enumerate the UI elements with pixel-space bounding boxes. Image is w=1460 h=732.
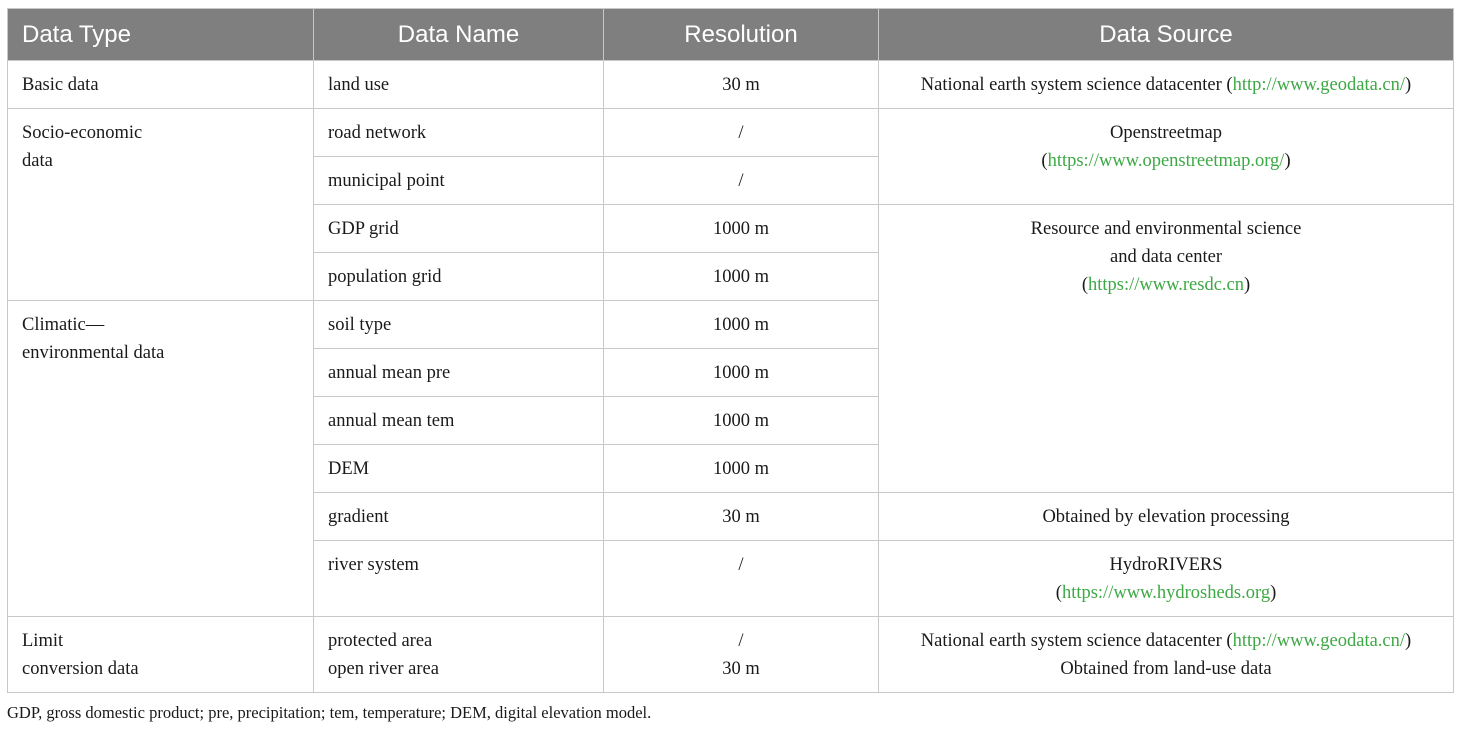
resolution-cell: 1000 m — [604, 349, 879, 397]
type-line: Limit — [22, 631, 64, 651]
source-text: Openstreetmap — [1110, 123, 1222, 143]
type-cell-basic: Basic data — [8, 61, 314, 109]
source-link[interactable]: https://www.hydrosheds.org — [1061, 583, 1271, 603]
name-cell: municipal point — [314, 157, 604, 205]
header-data-name: Data Name — [314, 9, 604, 61]
paren-open: ( — [1041, 151, 1048, 171]
resolution-cell: 1000 m — [604, 445, 879, 493]
header-data-source: Data Source — [879, 9, 1454, 61]
source-link-line — [893, 147, 1439, 175]
source-link[interactable]: http://www.geodata.cn/ — [1232, 631, 1406, 651]
table-footnote: GDP, gross domestic product; pre, precipitation; tem, temperature; DEM, digital elevation model. — [7, 703, 652, 722]
source-text: Resource and environmental science — [1030, 219, 1302, 239]
type-line: conversion data — [22, 659, 139, 679]
type-line: environmental data — [22, 343, 165, 363]
name-cell: population grid — [314, 253, 604, 301]
paren-open: ( — [1055, 583, 1062, 603]
header-row — [8, 9, 1454, 61]
paren-close: ) — [1244, 275, 1251, 295]
source-text: Obtained from land-use data — [1060, 659, 1272, 679]
source-text: and data center — [1110, 247, 1222, 267]
name-cell: road network — [314, 109, 604, 157]
source-close: ) — [1405, 75, 1412, 95]
header-data-type: Data Type — [8, 9, 314, 61]
source-link[interactable]: https://www.openstreetmap.org/ — [1047, 151, 1285, 171]
name-cell: DEM — [314, 445, 604, 493]
resolution-cell: 1000 m — [604, 301, 879, 349]
source-cell-elevation: Obtained by elevation processing — [879, 493, 1454, 541]
resolution-line: / — [738, 631, 744, 651]
resolution-cell — [604, 617, 879, 693]
name-cell: gradient — [314, 493, 604, 541]
resolution-cell: 30 m — [604, 493, 879, 541]
name-cell: annual mean pre — [314, 349, 604, 397]
type-cell-limit — [8, 617, 314, 693]
type-line: Socio-economic — [22, 123, 143, 143]
table-row — [8, 61, 1454, 109]
type-line: Climatic— — [22, 315, 105, 335]
resolution-cell: 1000 m — [604, 397, 879, 445]
name-cell: land use — [314, 61, 604, 109]
type-line: data — [22, 151, 53, 171]
source-link[interactable]: http://www.geodata.cn/ — [1232, 75, 1406, 95]
name-cell: river system — [314, 541, 604, 617]
source-text: National earth system science datacenter ( — [920, 75, 1233, 95]
name-cell: GDP grid — [314, 205, 604, 253]
source-cell-geodata — [879, 61, 1454, 109]
source-link-line — [893, 579, 1439, 607]
source-cell-limit — [879, 617, 1454, 693]
name-line: protected area — [328, 631, 433, 651]
name-cell: annual mean tem — [314, 397, 604, 445]
resolution-cell: / — [604, 541, 879, 617]
source-link-line — [893, 627, 1439, 655]
source-cell-hydro — [879, 541, 1454, 617]
source-text: National earth system science datacenter ( — [920, 631, 1233, 651]
name-cell: soil type — [314, 301, 604, 349]
source-text: HydroRIVERS — [1109, 555, 1223, 575]
type-cell-socio — [8, 109, 314, 301]
resolution-cell: / — [604, 157, 879, 205]
source-link-line — [893, 271, 1439, 299]
resolution-cell: 1000 m — [604, 253, 879, 301]
header-resolution: Resolution — [604, 9, 879, 61]
paren-close: ) — [1284, 151, 1291, 171]
resolution-cell: 30 m — [604, 61, 879, 109]
table-row — [8, 109, 1454, 157]
source-link[interactable]: https://www.resdc.cn — [1087, 275, 1245, 295]
source-cell-osm — [879, 109, 1454, 205]
paren-close: ) — [1270, 583, 1277, 603]
table-row — [8, 617, 1454, 693]
type-cell-climatic — [8, 301, 314, 617]
data-table — [7, 8, 1454, 693]
name-line: open river area — [328, 659, 439, 679]
name-cell — [314, 617, 604, 693]
paren-open: ( — [1081, 275, 1088, 295]
paren-close: ) — [1405, 631, 1412, 651]
resolution-cell: / — [604, 109, 879, 157]
resolution-cell: 1000 m — [604, 205, 879, 253]
resolution-line: 30 m — [722, 659, 760, 679]
source-cell-resdc — [879, 205, 1454, 493]
